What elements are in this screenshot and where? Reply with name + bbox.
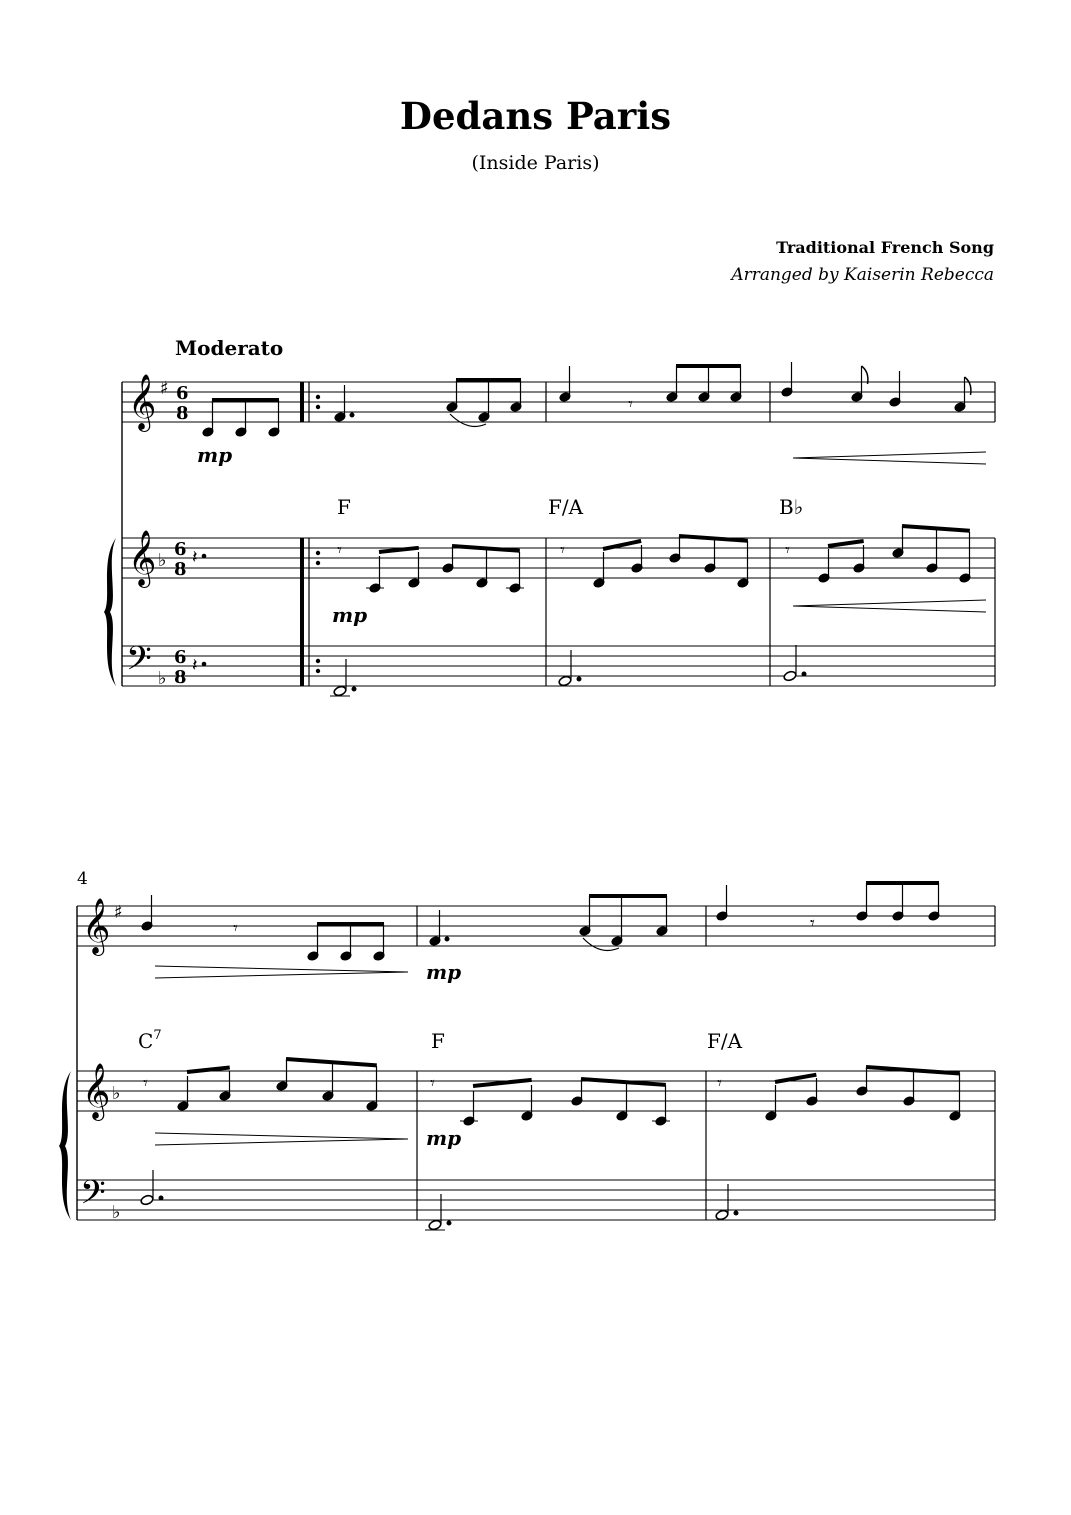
piano-treble-notes-2 [143, 1057, 961, 1126]
melody-notes-1 [202, 362, 971, 437]
chord-symbol: F/A [548, 495, 584, 519]
bass-clef-icon: 𝄢 [126, 640, 152, 686]
flat-icon: ♭ [112, 1083, 121, 1104]
page-title: Dedans Paris [399, 94, 672, 138]
treble-clef-icon: 𝄞 [128, 530, 157, 586]
svg-text:𝄾: 𝄾 [337, 540, 342, 561]
svg-text:𝄾: 𝄾 [628, 394, 633, 415]
piano-brace [59, 1071, 71, 1220]
repeat-dots-1 [316, 395, 320, 673]
svg-text:𝄽: 𝄽 [192, 547, 198, 568]
barlines-2 [417, 906, 995, 1220]
chord-symbol: F [337, 495, 351, 519]
barlines-piano-1 [302, 538, 995, 686]
melody-staff-2 [77, 906, 995, 946]
svg-text:𝄽: 𝄽 [192, 655, 198, 676]
svg-text:𝄾: 𝄾 [785, 540, 790, 561]
arranger-credit: Arranged by Kaiserin Rebecca [731, 265, 994, 285]
svg-text:𝄾: 𝄾 [560, 540, 565, 561]
composer-credit: Traditional French Song [776, 238, 994, 257]
dynamic-mp: mp [426, 960, 462, 984]
flat-icon: ♭ [112, 1202, 121, 1223]
svg-text:6: 6 [176, 383, 189, 404]
svg-text:𝄾: 𝄾 [810, 913, 815, 934]
chord-symbol: F [431, 1029, 445, 1053]
system-1 [104, 336, 995, 697]
page-subtitle: (Inside Paris) [471, 152, 600, 174]
dynamic-mp: mp [197, 443, 233, 467]
diminuendo-hairpin [155, 966, 408, 978]
sharp-icon: ♯ [160, 378, 169, 399]
svg-text:𝄾: 𝄾 [717, 1073, 722, 1094]
chord-symbol: $C^7$ [138, 1028, 162, 1053]
treble-clef-icon: 𝄞 [82, 1063, 111, 1119]
treble-clef-icon: 𝄞 [82, 898, 111, 954]
svg-text:8: 8 [174, 667, 187, 688]
treble-clef-icon: 𝄞 [128, 374, 157, 430]
dynamic-mp: mp [426, 1126, 462, 1150]
dynamic-mp: mp [332, 603, 368, 627]
tempo-marking: Moderato [175, 336, 284, 360]
chord-symbol: F/A [707, 1029, 743, 1053]
measure-number: 4 [77, 869, 88, 889]
svg-text:8: 8 [176, 403, 189, 424]
crescendo-hairpin [793, 452, 986, 464]
svg-text:𝄾: 𝄾 [233, 918, 238, 939]
bass-clef-icon: 𝄢 [80, 1174, 106, 1220]
piano-bass-notes-1 [192, 645, 806, 697]
crescendo-hairpin [793, 600, 986, 612]
piano-brace [104, 538, 116, 686]
diminuendo-hairpin [155, 1133, 408, 1145]
svg-text:8: 8 [174, 559, 187, 580]
melody-notes-2 [141, 881, 940, 961]
flat-icon: ♭ [158, 550, 167, 571]
sharp-icon: ♯ [114, 902, 123, 923]
svg-text:6: 6 [174, 539, 187, 560]
chord-symbol: B♭ [779, 495, 804, 519]
svg-text:6: 6 [174, 647, 187, 668]
piano-bass-staff-1 [122, 646, 995, 686]
flat-icon: ♭ [158, 668, 167, 689]
piano-bass-staff-2 [77, 1180, 995, 1220]
time-signature [174, 383, 189, 688]
system-2 [59, 869, 995, 1231]
svg-text:𝄾: 𝄾 [430, 1073, 435, 1094]
svg-text:𝄾: 𝄾 [143, 1073, 148, 1094]
